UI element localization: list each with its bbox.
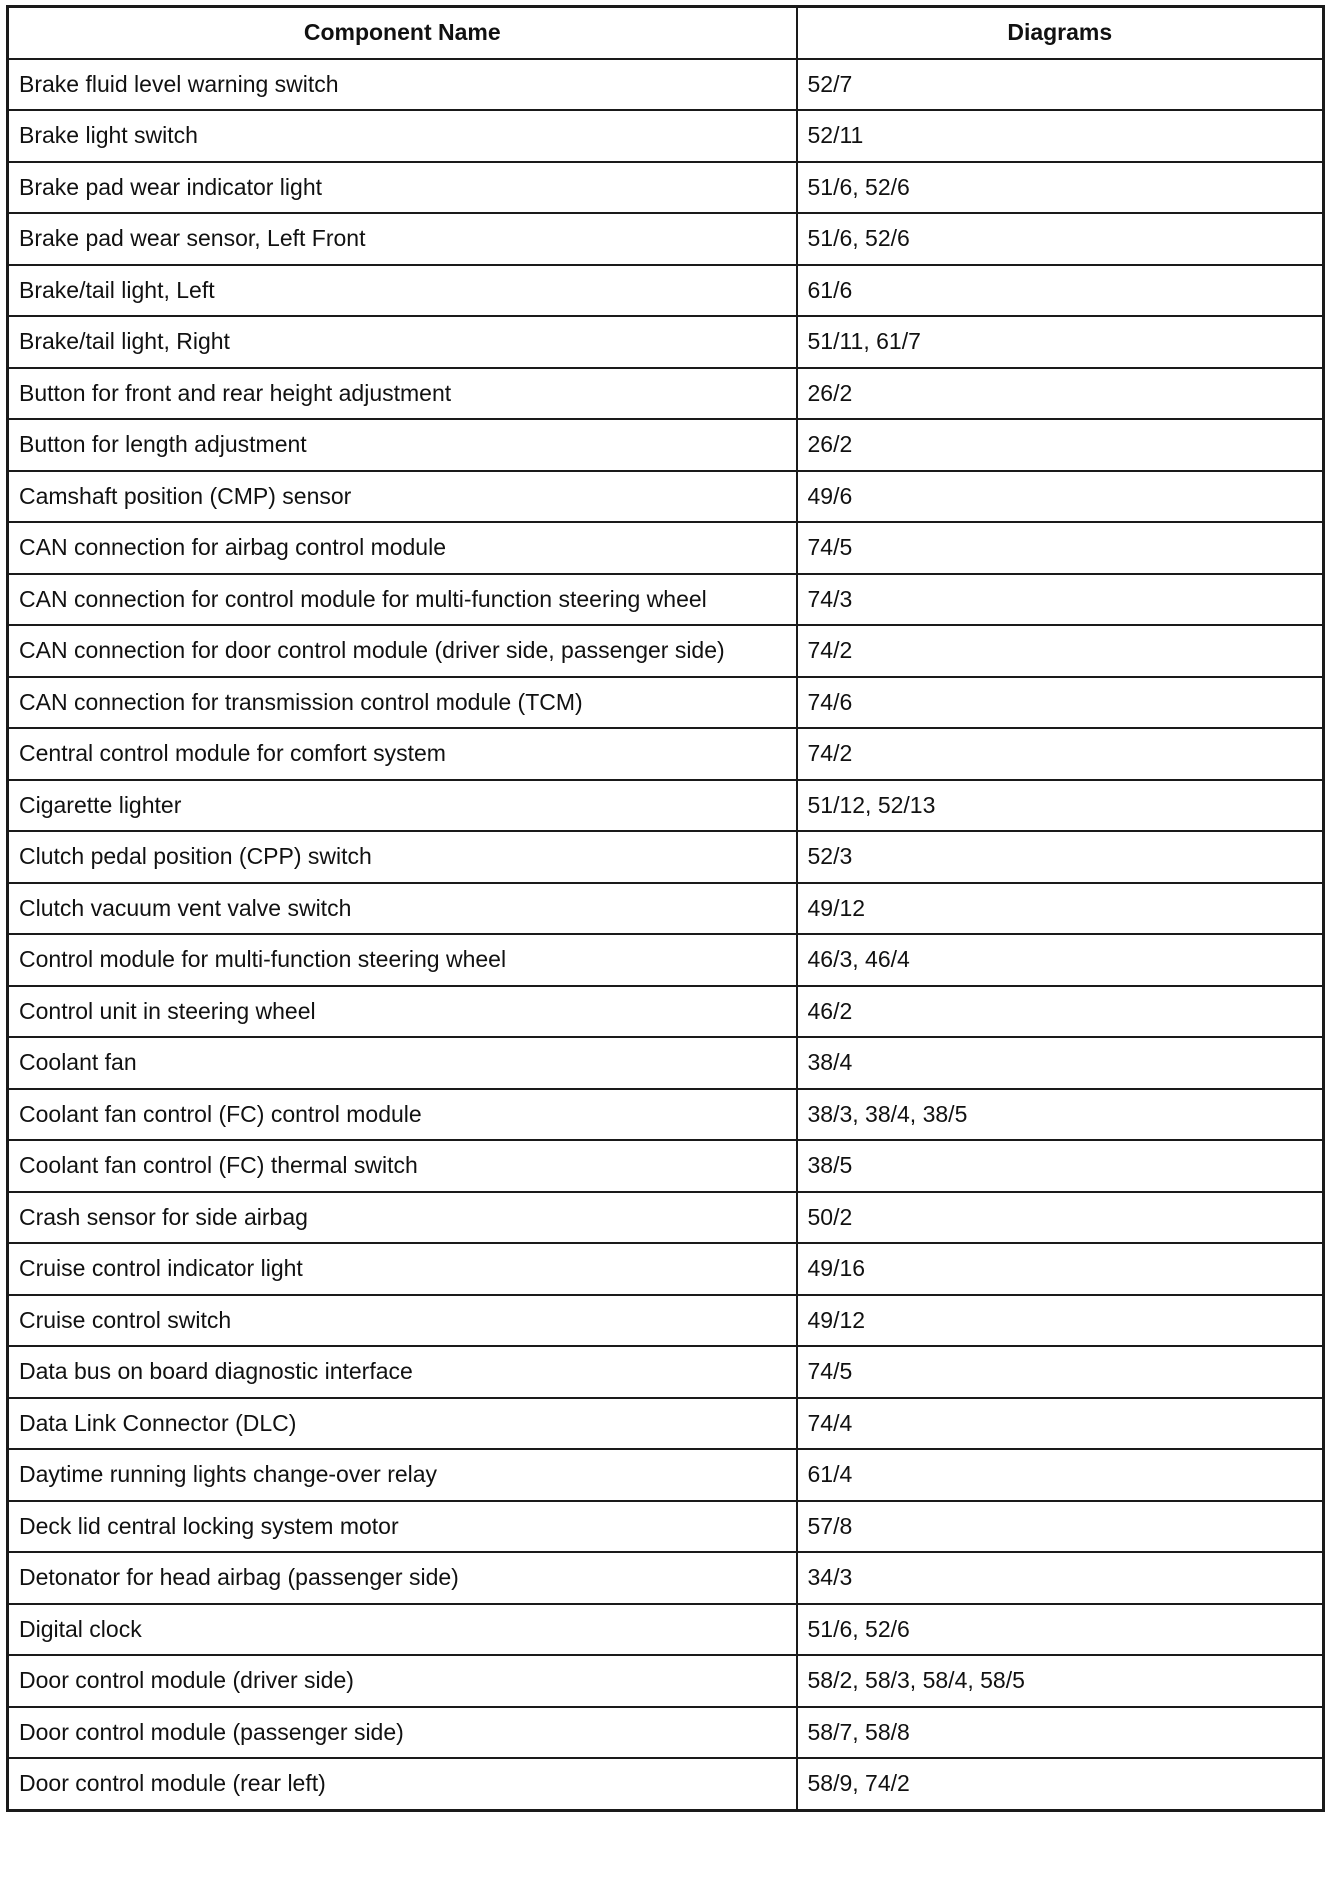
component-name-cell: Digital clock <box>8 1604 797 1656</box>
component-name-cell: Camshaft position (CMP) sensor <box>8 471 797 523</box>
component-name-cell: Cigarette lighter <box>8 780 797 832</box>
component-name-cell: Central control module for comfort system <box>8 728 797 780</box>
diagrams-cell: 52/11 <box>797 110 1324 162</box>
component-name-cell: CAN connection for airbag control module <box>8 522 797 574</box>
diagrams-cell: 74/2 <box>797 625 1324 677</box>
table-row <box>8 368 1324 420</box>
component-name-cell: Button for length adjustment <box>8 419 797 471</box>
table-row <box>8 1604 1324 1656</box>
diagrams-cell: 51/6, 52/6 <box>797 213 1324 265</box>
diagrams-cell: 58/7, 58/8 <box>797 1707 1324 1759</box>
component-name-cell: Coolant fan <box>8 1037 797 1089</box>
diagrams-cell: 74/6 <box>797 677 1324 729</box>
diagrams-cell: 49/12 <box>797 883 1324 935</box>
diagrams-cell: 58/2, 58/3, 58/4, 58/5 <box>797 1655 1324 1707</box>
diagrams-cell: 52/7 <box>797 59 1324 111</box>
table-row <box>8 1295 1324 1347</box>
diagrams-cell: 26/2 <box>797 368 1324 420</box>
component-name-cell: Crash sensor for side airbag <box>8 1192 797 1244</box>
diagrams-cell: 38/5 <box>797 1140 1324 1192</box>
component-name-cell: Control module for multi-function steering wheel <box>8 934 797 986</box>
table-row <box>8 1552 1324 1604</box>
component-name-cell: Door control module (rear left) <box>8 1758 797 1810</box>
table-row <box>8 316 1324 368</box>
component-name-cell: CAN connection for transmission control module (TCM) <box>8 677 797 729</box>
table-row <box>8 934 1324 986</box>
diagrams-cell: 46/3, 46/4 <box>797 934 1324 986</box>
table-row <box>8 1243 1324 1295</box>
table-row <box>8 59 1324 111</box>
table-row <box>8 522 1324 574</box>
component-name-cell: Door control module (passenger side) <box>8 1707 797 1759</box>
table-row <box>8 1707 1324 1759</box>
diagrams-cell: 49/16 <box>797 1243 1324 1295</box>
component-name-cell: CAN connection for door control module (driver side, passenger side) <box>8 625 797 677</box>
diagrams-cell: 74/2 <box>797 728 1324 780</box>
diagrams-cell: 61/6 <box>797 265 1324 317</box>
diagrams-cell: 34/3 <box>797 1552 1324 1604</box>
component-table-container <box>6 5 1322 1812</box>
diagrams-cell: 26/2 <box>797 419 1324 471</box>
component-name-cell: Cruise control indicator light <box>8 1243 797 1295</box>
component-name-header: Component Name <box>8 7 797 59</box>
diagrams-header: Diagrams <box>797 7 1324 59</box>
component-name-cell: Cruise control switch <box>8 1295 797 1347</box>
table-row <box>8 1449 1324 1501</box>
component-name-cell: Door control module (driver side) <box>8 1655 797 1707</box>
diagrams-cell: 61/4 <box>797 1449 1324 1501</box>
component-name-cell: Daytime running lights change-over relay <box>8 1449 797 1501</box>
table-header-row <box>8 7 1324 59</box>
table-row <box>8 1089 1324 1141</box>
table-row <box>8 677 1324 729</box>
diagrams-cell: 74/5 <box>797 522 1324 574</box>
table-body <box>8 59 1324 1811</box>
table-row <box>8 1037 1324 1089</box>
table-row <box>8 419 1324 471</box>
diagrams-cell: 38/3, 38/4, 38/5 <box>797 1089 1324 1141</box>
component-name-cell: Coolant fan control (FC) control module <box>8 1089 797 1141</box>
component-name-cell: Brake fluid level warning switch <box>8 59 797 111</box>
table-row <box>8 986 1324 1038</box>
diagrams-cell: 51/6, 52/6 <box>797 1604 1324 1656</box>
component-name-cell: Data bus on board diagnostic interface <box>8 1346 797 1398</box>
diagrams-cell: 52/3 <box>797 831 1324 883</box>
diagrams-cell: 38/4 <box>797 1037 1324 1089</box>
diagrams-cell: 57/8 <box>797 1501 1324 1553</box>
table-row <box>8 1192 1324 1244</box>
diagrams-cell: 50/2 <box>797 1192 1324 1244</box>
table-row <box>8 213 1324 265</box>
component-name-cell: Coolant fan control (FC) thermal switch <box>8 1140 797 1192</box>
table-row <box>8 1398 1324 1450</box>
component-name-cell: Clutch vacuum vent valve switch <box>8 883 797 935</box>
component-name-cell: Brake pad wear sensor, Left Front <box>8 213 797 265</box>
component-name-cell: Button for front and rear height adjustment <box>8 368 797 420</box>
component-name-cell: Brake/tail light, Right <box>8 316 797 368</box>
component-name-cell: Control unit in steering wheel <box>8 986 797 1038</box>
diagrams-cell: 49/6 <box>797 471 1324 523</box>
diagrams-cell: 58/9, 74/2 <box>797 1758 1324 1810</box>
table-row <box>8 265 1324 317</box>
diagrams-cell: 46/2 <box>797 986 1324 1038</box>
table-row <box>8 883 1324 935</box>
table-row <box>8 728 1324 780</box>
component-name-cell: CAN connection for control module for multi-function steering wheel <box>8 574 797 626</box>
component-name-cell: Deck lid central locking system motor <box>8 1501 797 1553</box>
component-name-cell: Brake light switch <box>8 110 797 162</box>
table-row <box>8 574 1324 626</box>
table-row <box>8 1346 1324 1398</box>
diagrams-cell: 74/5 <box>797 1346 1324 1398</box>
table-row <box>8 1758 1324 1810</box>
table-row <box>8 625 1324 677</box>
component-name-cell: Detonator for head airbag (passenger side) <box>8 1552 797 1604</box>
component-name-cell: Data Link Connector (DLC) <box>8 1398 797 1450</box>
diagrams-cell: 49/12 <box>797 1295 1324 1347</box>
table-row <box>8 1501 1324 1553</box>
table-row <box>8 831 1324 883</box>
component-name-cell: Clutch pedal position (CPP) switch <box>8 831 797 883</box>
diagrams-cell: 51/12, 52/13 <box>797 780 1324 832</box>
diagrams-cell: 74/4 <box>797 1398 1324 1450</box>
table-row <box>8 471 1324 523</box>
diagrams-cell: 51/11, 61/7 <box>797 316 1324 368</box>
diagrams-cell: 74/3 <box>797 574 1324 626</box>
component-name-cell: Brake pad wear indicator light <box>8 162 797 214</box>
diagrams-cell: 51/6, 52/6 <box>797 162 1324 214</box>
table-row <box>8 1655 1324 1707</box>
table-row <box>8 780 1324 832</box>
component-diagram-table <box>6 5 1325 1812</box>
table-row <box>8 110 1324 162</box>
table-row <box>8 162 1324 214</box>
component-name-cell: Brake/tail light, Left <box>8 265 797 317</box>
table-row <box>8 1140 1324 1192</box>
